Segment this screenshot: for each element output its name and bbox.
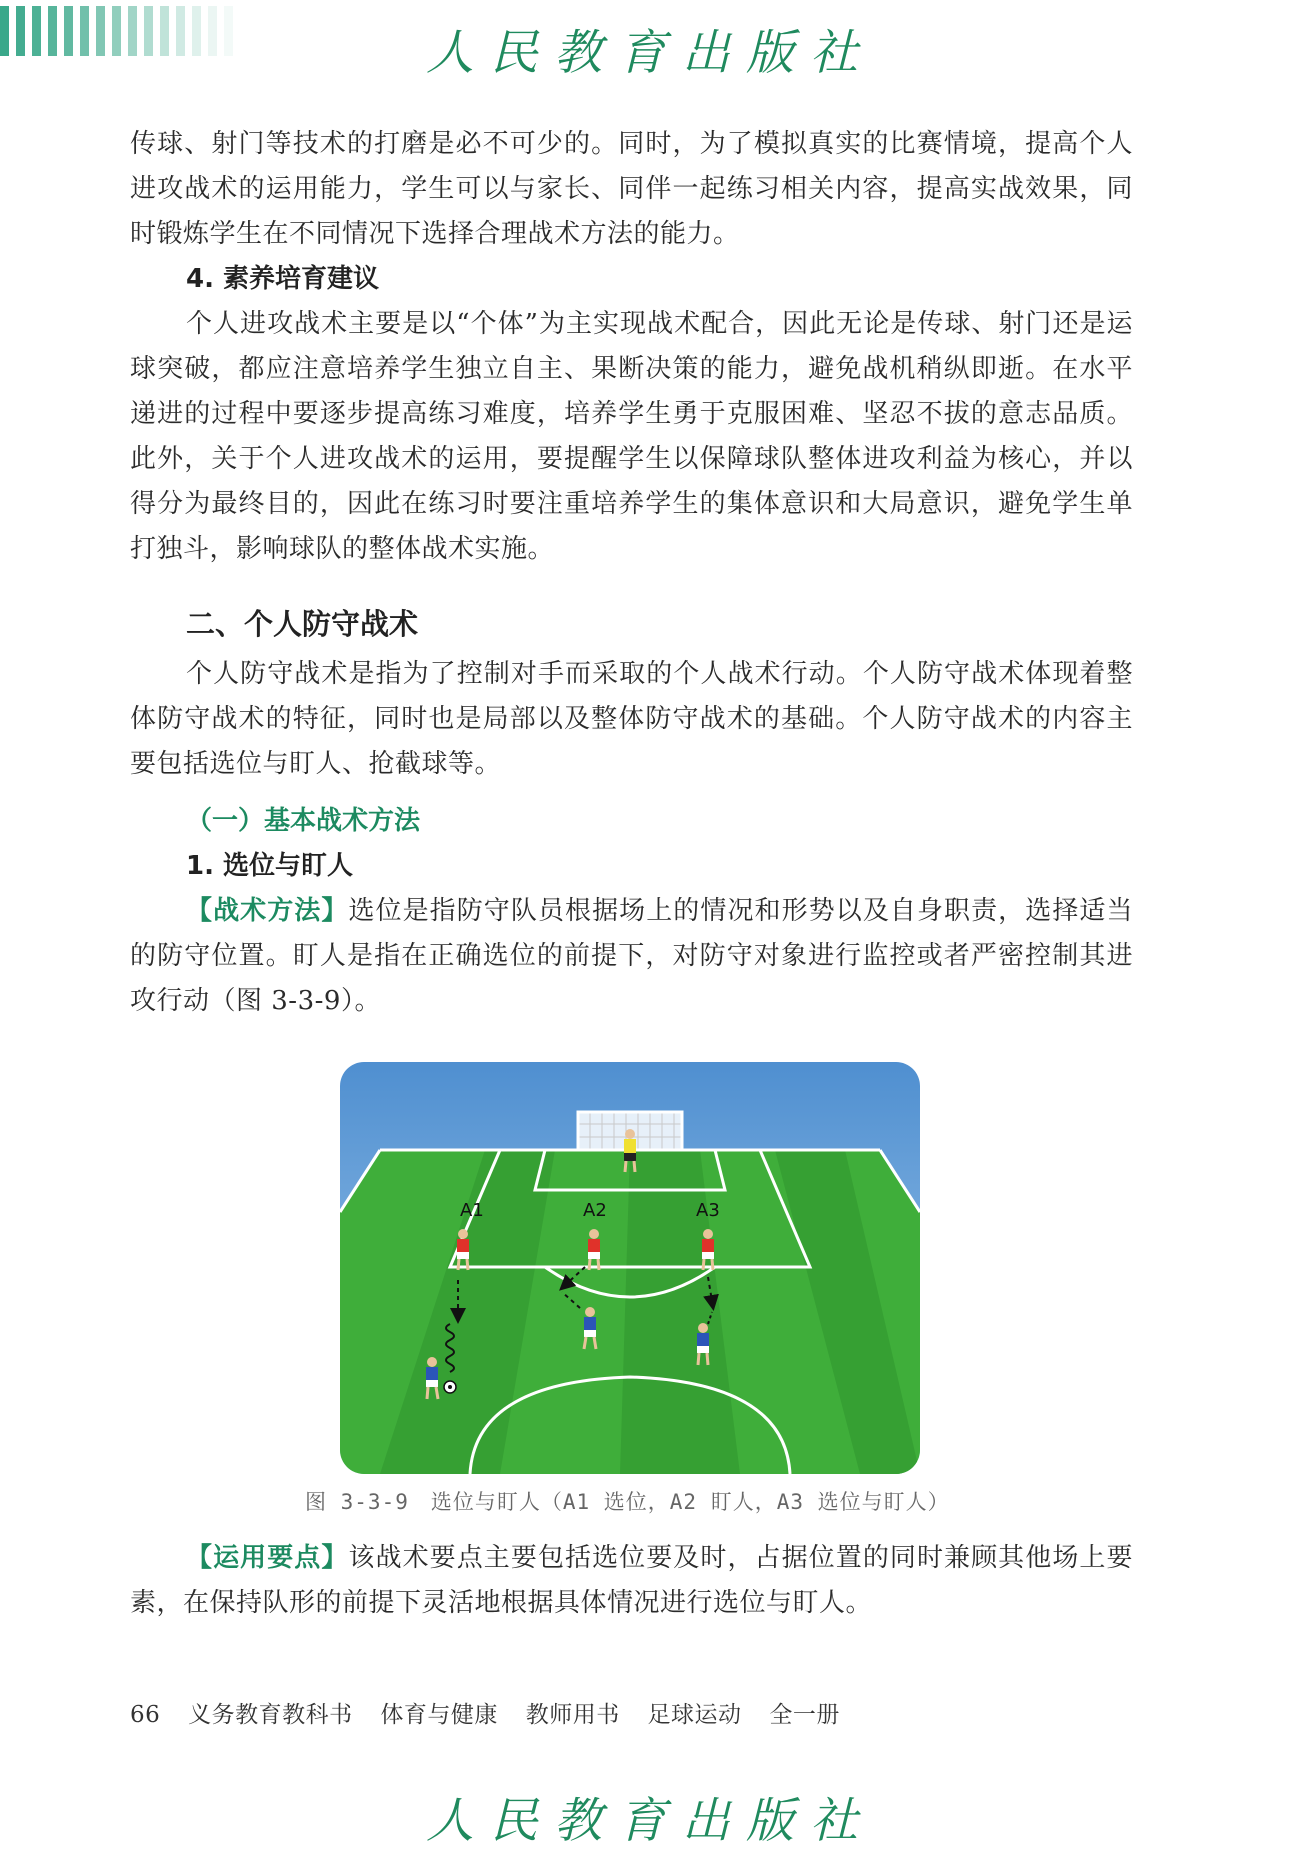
section-two-heading: 二、个人防守战术 — [186, 607, 419, 641]
page-footer — [130, 1696, 860, 1729]
publisher-logo-top: 人民教育出版社 — [425, 25, 874, 81]
publisher-logo-bottom: 人民教育出版社 — [425, 1793, 874, 1849]
item-heading: 1. 选位与盯人 — [186, 851, 354, 881]
label-a3: A3 — [696, 1200, 720, 1221]
footer-subject: 体育与健康 — [380, 1702, 498, 1728]
footer-volume: 全一册 — [769, 1702, 840, 1728]
method-tag: 【战术方法】 — [186, 896, 349, 926]
subsection-heading: （一）基本战术方法 — [186, 806, 421, 836]
tactics-figure — [340, 1062, 920, 1474]
pitch-illustration — [340, 1062, 920, 1474]
section-4-heading: 4. 素养培育建议 — [186, 264, 380, 294]
method-paragraph — [130, 889, 1133, 1024]
footer-topic: 足球运动 — [647, 1702, 742, 1728]
paragraph-intro: 传球、射门等技术的打磨是必不可少的。同时，为了模拟真实的比赛情境，提高个人进攻战术的运用能力，学生可以与家长、同伴一起练习相关内容，提高实战效果，同时锻炼学生在不同情况下选择合理战术方法的能力。 — [130, 129, 1133, 249]
label-a1: A1 — [460, 1200, 484, 1221]
key-points-text: 该战术要点主要包括选位要及时，占据位置的同时兼顾其他场上要素，在保持队形的前提下灵活地根据具体情况进行选位与盯人。 — [130, 1543, 1133, 1618]
key-points-tag: 【运用要点】 — [186, 1543, 349, 1573]
key-points-paragraph — [130, 1536, 1133, 1626]
section-two-text: 个人防守战术是指为了控制对手而采取的个人战术行动。个人防守战术体现着整体防守战术的特征，同时也是局部以及整体防守战术的基础。个人防守战术的内容主要包括选位与盯人、抢截球等。 — [130, 659, 1133, 779]
footer-series: 义务教育教科书 — [188, 1702, 353, 1728]
section-4-text: 个人进攻战术主要是以“个体”为主实现战术配合，因此无论是传球、射门还是运球突破，都应注意培养学生独立自主、果断决策的能力，避免战机稍纵即逝。在水平递进的过程中要逐步提高练习难度，培养学生勇于克服困难、坚忍不拔的意志品质。此外，关于个人进攻战术的运用，要提醒学生以保障球队整体进攻利益为核心，并以得分为最终目的，因此在练习时要注重培养学生的集体意识和大局意识，避免学生单打独斗，影响球队的整体战术实施。 — [130, 309, 1133, 564]
page-number: 66 — [130, 1702, 161, 1728]
figure-caption: 图 3-3-9 选位与盯人（A1 选位，A2 盯人，A3 选位与盯人） — [305, 1490, 950, 1514]
main-content — [130, 122, 1133, 1024]
label-a2: A2 — [583, 1200, 607, 1221]
key-points-section — [130, 1536, 1133, 1626]
footer-book-type: 教师用书 — [525, 1702, 620, 1728]
ball — [444, 1381, 456, 1393]
header-stripes — [0, 6, 250, 56]
method-text: 选位是指防守队员根据场上的情况和形势以及自身职责，选择适当的防守位置。盯人是指在正确选位的前提下，对防守对象进行监控或者严密控制其进攻行动（图 3-3-9）。 — [130, 896, 1133, 1016]
